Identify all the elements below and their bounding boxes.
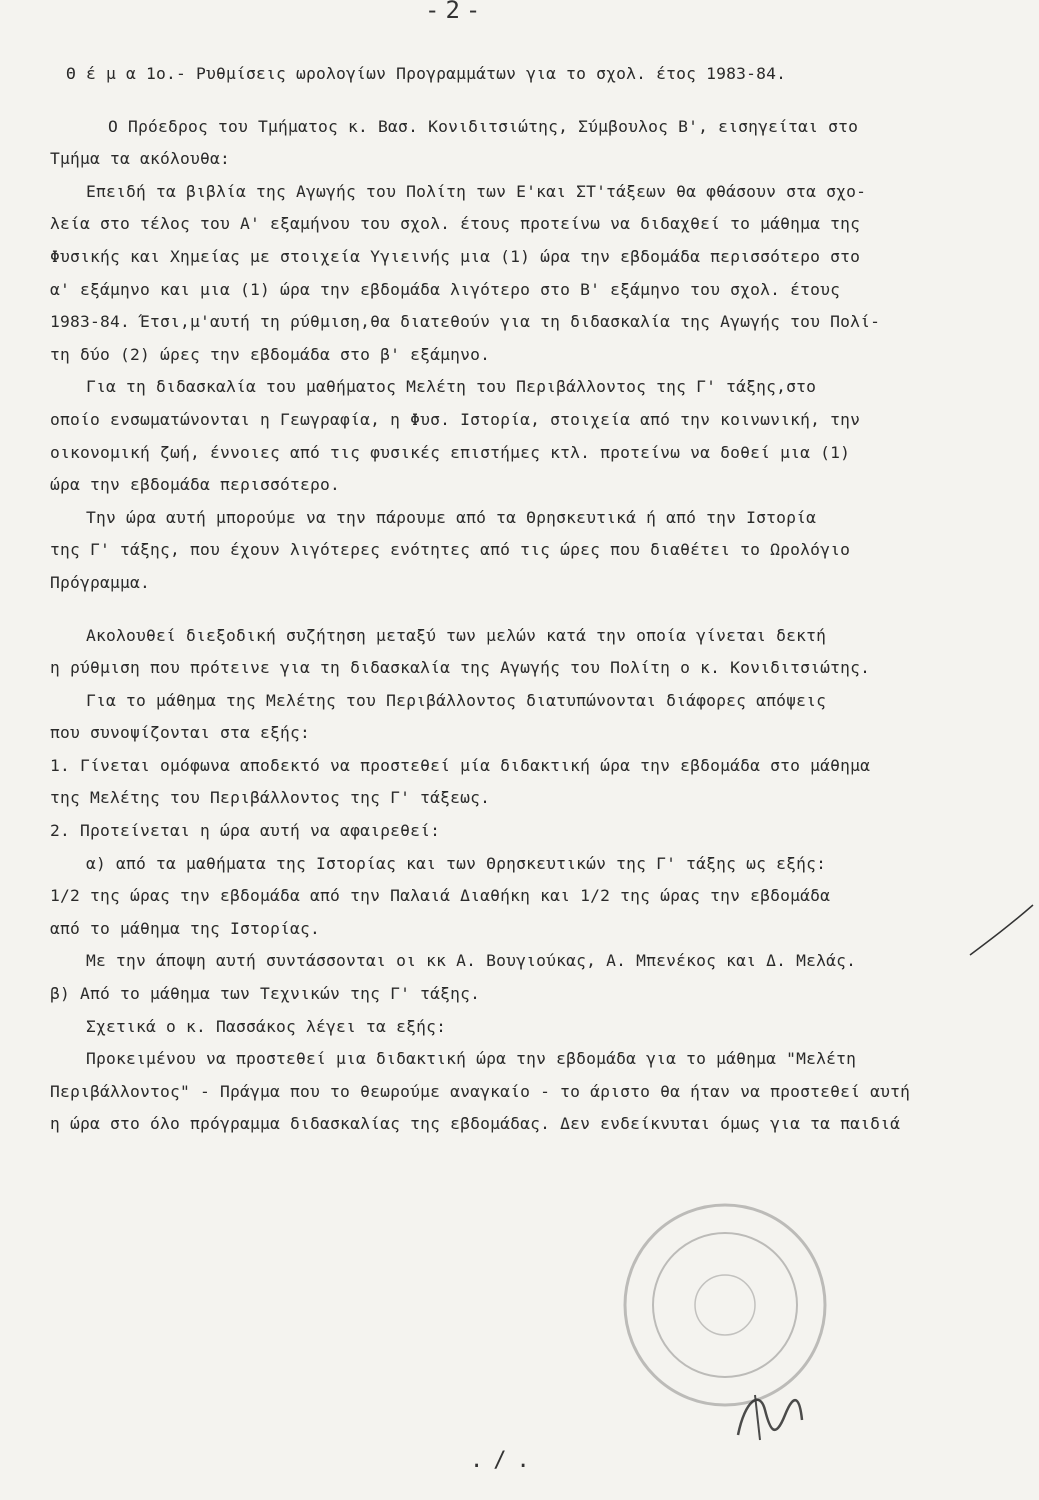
text-line: Περιβάλλοντος" - Πράγμα που το θεωρούμε αναγκαίο - το άριστο θα ήταν να προστεθεί αυτή (50, 1081, 911, 1101)
text-line: που συνοψίζονται στα εξής: (50, 723, 311, 743)
text-line: Για το μάθημα της Μελέτης του Περιβάλλοντος διατυπώνονται διάφορες απόψεις (86, 690, 827, 710)
text-line: λεία στο τέλος του Α' εξαμήνου του σχολ. έτους προτείνω να διδαχθεί το μάθημα της (50, 214, 861, 234)
blank-line (50, 91, 1010, 111)
text-line: της Γ' τάξης, που έχουν λιγότερες ενότητες από τις ώρες που διαθέτει το Ωρολόγιο (50, 540, 851, 560)
text-line: Προκειμένου να προστεθεί μια διδακτική ώρα την εβδομάδα για το μάθημα "Μελέτη (86, 1049, 857, 1069)
text-line: ώρα την εβδομάδα περισσότερο. (50, 475, 341, 495)
text-line: οποίο ενσωματώνονται η Γεωγραφία, η Φυσ. Ιστορία, στοιχεία από την κοινωνική, την (50, 409, 861, 429)
sub-item-b: β) Από το μάθημα των Τεχνικών της Γ' τάξης. (50, 984, 481, 1004)
text-line: Σχετικά ο κ. Πασσάκος λέγει τα εξής: (86, 1016, 447, 1036)
text-line: η ρύθμιση που πρότεινε για τη διδασκαλία της Αγωγής του Πολίτη ο κ. Κονιδιτσιώτης. (50, 658, 871, 678)
list-item-2: 2. Προτείνεται η ώρα αυτή να αφαιρεθεί: (50, 821, 441, 841)
text-line: Πρόγραμμα. (50, 572, 151, 592)
subject-line: Θ έ μ α 1ο.- Ρυθμίσεις ωρολογίων Προγραμμάτων για το σχολ. έτος 1983-84. (66, 64, 787, 83)
text-line: Για τη διδασκαλία του μαθήματος Μελέτη του Περιβάλλοντος της Γ' τάξης,στο (86, 377, 817, 397)
text-line: τη δύο (2) ώρες την εβδομάδα στο β' εξάμηνο. (50, 344, 491, 364)
text-line: Ακολουθεί διεξοδική συζήτηση μεταξύ των μελών κατά την οποία γίνεται δεκτή (86, 625, 827, 645)
text-line: της Μελέτης του Περιβάλλοντος της Γ' τάξεως. (50, 788, 491, 808)
sub-item-a: α) από τα μαθήματα της Ιστορίας και των Θρησκευτικών της Γ' τάξης ως εξής: (86, 853, 827, 873)
list-item-1: 1. Γίνεται ομόφωνα αποδεκτό να προστεθεί μία διδακτική ώρα την εβδομάδα στο μάθημα (50, 755, 871, 775)
continuation-mark: ./. (470, 1448, 540, 1473)
text-line: η ώρα στο όλο πρόγραμμα διδασκαλίας της εβδομάδας. Δεν ενδείκνυται όμως για τα παιδιά (50, 1114, 901, 1134)
text-line: Φυσικής και Χημείας με στοιχεία Υγιεινής μια (1) ώρα την εβδομάδα περισσότερο στο (50, 246, 861, 266)
text-line: οικονομική ζωή, έννοιες από τις φυσικές επιστήμες κτλ. προτείνω να δοθεί μια (1) (50, 442, 851, 462)
text-line: 1/2 της ώρας την εβδομάδα από την Παλαιά Διαθήκη και 1/2 της ώρας την εβδομάδα (50, 886, 831, 906)
text-line: Την ώρα αυτή μπορούμε να την πάρουμε από τα Θρησκευτικά ή από την Ιστορία (86, 507, 817, 527)
text-line: από το μάθημα της Ιστορίας. (50, 918, 321, 938)
text-line: Ο Πρόεδρος του Τμήματος κ. Βασ. Κονιδιτσιώτης, Σύμβουλος Β', εισηγείται στο (108, 116, 859, 136)
signature-icon (730, 1380, 810, 1450)
text-line: α' εξάμηνο και μια (1) ώρα την εβδομάδα λιγότερο στο Β' εξάμηνο του σχολ. έτους (50, 279, 841, 299)
text-line: 1983-84. Έτσι,μ'αυτή τη ρύθμιση,θα διατεθούν για τη διδασκαλία της Αγωγής του Πολί- (50, 312, 881, 332)
text-line: Επειδή τα βιβλία της Αγωγής του Πολίτη των Ε'και ΣΤ'τάξεων θα φθάσουν στα σχο- (86, 181, 867, 201)
text-line: Με την άποψη αυτή συντάσσονται οι κκ Α. Βουγιούκας, Α. Μπενέκος και Δ. Μελάς. (86, 951, 857, 971)
text-line: Τμήμα τα ακόλουθα: (50, 149, 231, 169)
margin-pen-mark-icon (965, 900, 1035, 960)
document-body (50, 58, 1010, 1141)
page-number: -2- (425, 0, 487, 24)
blank-line (50, 600, 1010, 620)
